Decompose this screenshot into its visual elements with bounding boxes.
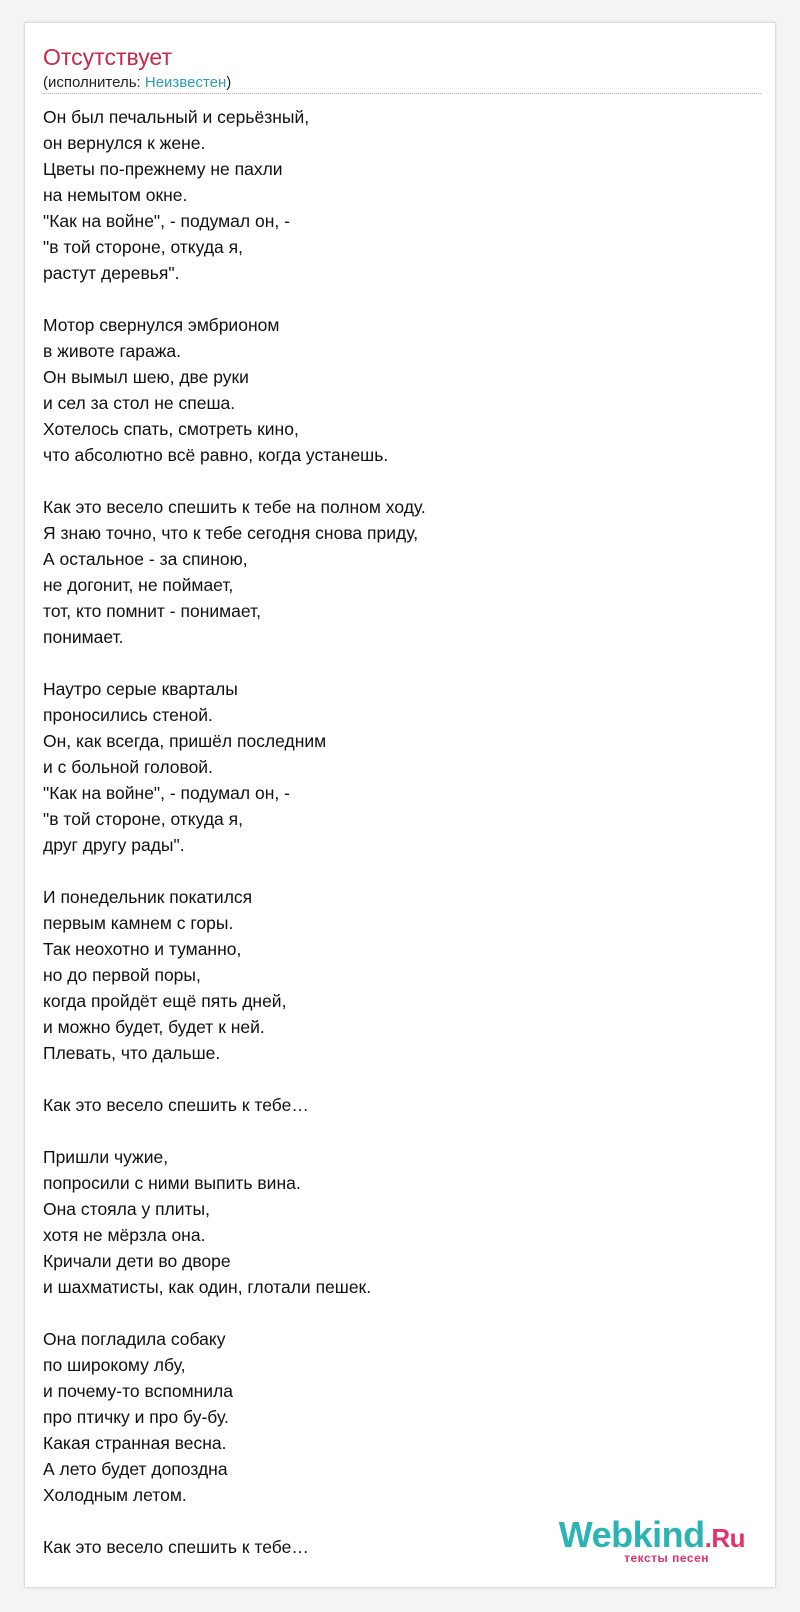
lyric-line: "Как на войне", - подумал он, -: [43, 211, 290, 231]
lyric-line: не догонит, не поймает,: [43, 575, 234, 595]
artist-suffix: ): [226, 74, 232, 91]
lyric-line: и почему-то вспомнила: [43, 1381, 234, 1401]
lyric-line: Как это весело спешить к тебе на полном ходу.: [43, 497, 426, 517]
lyric-line: тот, кто помнит - понимает,: [43, 601, 261, 621]
lyric-line: Она погладила собаку: [43, 1329, 226, 1349]
lyric-line: Цветы по-прежнему не пахли: [43, 159, 283, 179]
lyric-line: и с больной головой.: [43, 757, 213, 777]
lyric-line: первым камнем с горы.: [43, 913, 234, 933]
lyric-line: Мотор свернулся эмбрионом: [43, 315, 280, 335]
lyric-line: и сел за стол не спеша.: [43, 393, 236, 413]
lyric-line: про птичку и про бу-бу.: [43, 1407, 229, 1427]
lyrics-body: [43, 104, 743, 1560]
lyric-line: понимает.: [43, 627, 124, 647]
lyric-line: и шахматисты, как один, глотали пешек.: [43, 1277, 372, 1297]
stanza-break: [43, 1300, 743, 1326]
divider: [43, 93, 761, 94]
lyric-line: Он, как всегда, пришёл последним: [43, 731, 327, 751]
lyrics-card: [24, 22, 776, 1588]
lyric-line: на немытом окне.: [43, 185, 188, 205]
lyric-line: "в той стороне, откуда я,: [43, 809, 243, 829]
lyric-line: Она стояла у плиты,: [43, 1199, 210, 1219]
stanza-break: [43, 858, 743, 884]
lyric-line: когда пройдёт ещё пять дней,: [43, 991, 287, 1011]
site-logo[interactable]: [545, 1515, 745, 1571]
lyric-line: Так неохотно и туманно,: [43, 939, 242, 959]
lyric-line: что абсолютно всё равно, когда устанешь.: [43, 445, 389, 465]
logo-main-text: Webkind: [558, 1514, 705, 1555]
logo-tld-text: .Ru: [704, 1523, 745, 1553]
lyric-line: Как это весело спешить к тебе…: [43, 1537, 309, 1557]
logo-subtitle: тексты песен: [624, 1551, 709, 1565]
lyric-line: в животе гаража.: [43, 341, 182, 361]
lyric-line: А остальное - за спиною,: [43, 549, 248, 569]
lyric-line: растут деревья".: [43, 263, 180, 283]
lyric-line: Какая странная весна.: [43, 1433, 227, 1453]
stanza-break: [43, 468, 743, 494]
lyric-line: Как это весело спешить к тебе…: [43, 1095, 309, 1115]
stanza-break: [43, 650, 743, 676]
lyric-line: но до первой поры,: [43, 965, 201, 985]
lyric-line: Наутро серые кварталы: [43, 679, 238, 699]
lyric-line: Я знаю точно, что к тебе сегодня снова приду,: [43, 523, 419, 543]
lyric-line: Хотелось спать, смотреть кино,: [43, 419, 299, 439]
lyric-line: хотя не мёрзла она.: [43, 1225, 206, 1245]
lyric-line: Кричали дети во дворе: [43, 1251, 231, 1271]
song-title: Отсутствует: [43, 44, 172, 70]
lyric-line: И понедельник покатился: [43, 887, 253, 907]
lyric-line: он вернулся к жене.: [43, 133, 206, 153]
stanza-break: [43, 286, 743, 312]
lyric-line: попросили с ними выпить вина.: [43, 1173, 301, 1193]
artist-line: [43, 73, 231, 93]
stanza-break: [43, 1118, 743, 1144]
lyric-line: Он вымыл шею, две руки: [43, 367, 249, 387]
lyric-line: Плевать, что дальше.: [43, 1043, 221, 1063]
lyric-line: А лето будет допоздна: [43, 1459, 228, 1479]
artist-link[interactable]: Неизвестен: [144, 74, 227, 91]
lyric-line: "в той стороне, откуда я,: [43, 237, 243, 257]
lyric-line: "Как на войне", - подумал он, -: [43, 783, 290, 803]
lyric-line: Пришли чужие,: [43, 1147, 169, 1167]
lyric-line: друг другу рады".: [43, 835, 185, 855]
lyric-line: Он был печальный и серьёзный,: [43, 107, 310, 127]
lyric-line: проносились стеной.: [43, 705, 213, 725]
stanza-break: [43, 1066, 743, 1092]
artist-prefix: (исполнитель:: [43, 74, 145, 91]
lyric-line: и можно будет, будет к ней.: [43, 1017, 265, 1037]
lyric-line: Холодным летом.: [43, 1485, 187, 1505]
lyric-line: по широкому лбу,: [43, 1355, 186, 1375]
